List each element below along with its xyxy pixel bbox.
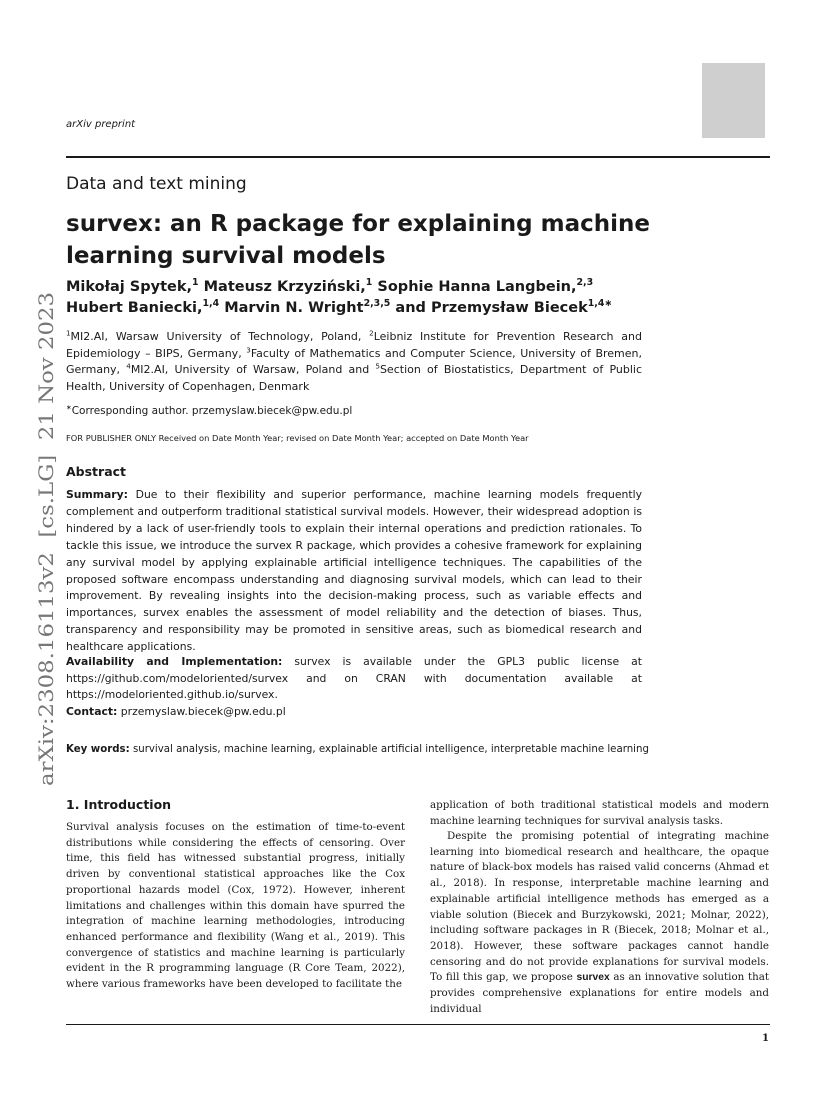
arxiv-sidebar <box>31 286 61 786</box>
author: and Przemysław Biecek$^{1,4∗}$ <box>395 298 613 316</box>
contact: Contact: przemyslaw.biecek@pw.edu.pl <box>66 705 286 718</box>
availability: Availability and Implementation: survex is available under the GPL3 public license at https://github.com/modeloriented/survex and on CRAN with documentation available at <box>66 655 642 685</box>
author: Mikołaj Spytek,$^1$ <box>66 277 199 295</box>
author: Marvin N. Wright$^{2,3,5}$ <box>224 298 391 316</box>
publisher-note: FOR PUBLISHER ONLY Received on Date Month Year; revised on Date Month Year; accepted on Date Month Year <box>66 433 529 443</box>
intro-left-column: Survival analysis focuses on the estimation of time-to-event distributions while considering the effects of censoring. Over time, this field has witnessed substantial progress, initially driven by conventional statistical approaches like the Cox proportional hazards model (Cox, 1972). However, inherent limitations and challenges within this domain have spurred the integration of machine learning methodologies, introducing enhanced performance and flexibility (Wang et al., 2019). This convergence of statistics and machine learning is particularly evident in the R programming language (R Core Team, 2022), where various frameworks have been developed to facilitate the <box>66 821 405 991</box>
abstract-summary: Summary: Due to their flexibility and superior performance, machine learning models frequently complement and outperform traditional statistical survival models. However, their widespread adoption is hindered by a lack of user-friendly tools to explain their internal operations and prediction rationales. To tackle this issue, we introduce the survex R package, which provides a cohesive framework for explaining any survival model by applying explainable artificial intelligence techniques. The capabilities of the proposed software encompass understanding and diagnosing survival models, which can lead to their improvement. By revealing insights into the decision-making process, such as variable effects and importances, survex enables the assessment of model reliability and the detection of biases. Thus, transparency and responsibility may be promoted in sensitive areas, such as biomedical research and healthcare applications. <box>66 488 642 654</box>
intro-right-paragraph-1: application of both traditional statistical models and modern machine learning techniques for survival analysis tasks. <box>430 799 769 827</box>
keywords: Key words: survival analysis, machine learning, explainable artificial intelligence, interpretable machine learning <box>66 744 649 755</box>
introduction-heading: 1. Introduction <box>66 797 172 812</box>
affiliations: $^1$MI2.AI, Warsaw University of Technology, Poland, $^2$Leibniz Institute for Prevention Research and Epidemiology – BIPS, Germany, $^3$Faculty of Mathematics and Computer Science, University of Bremen, Germany, $^4$MI2.AI, University of Warsaw, Poland and $^5$Section of Biostatistics, Department of Public Health, University of Copenhagen, Denmark <box>66 328 643 393</box>
intro-right-paragraph-2: Despite the promising potential of integrating machine learning into biomedical research and healthcare, the opaque nature of black-box models has raised valid concerns (Ahmad et al., 2018). In response, interpretable machine learning and explainable artificial intelligence methods has emerged as a viable solution (Biecek and Burzykowski, 2021; Molnar, 2022), including software packages in R (Biecek, 2018; Molnar et al., 2018). However, these software packages cannot handle censoring and do not provide explanations for survival models. To fill this gap, we propose survex as an innovative solution that provides comprehensive explanations for entire models and individual <box>430 830 769 1015</box>
author: Sophie Hanna Langbein,$^{2,3}$ <box>377 277 594 295</box>
author: Mateusz Krzyziński,$^1$ <box>203 277 373 295</box>
header-gray-box <box>702 63 765 138</box>
paper-title: survex: an R package for explaining machine learning survival models <box>66 211 650 269</box>
corresponding-author: ∗Corresponding author. przemyslaw.biecek@pw.edu.pl <box>66 403 353 417</box>
arxiv-id-stamp: arXiv:2308.16113v2 [cs.LG] 21 Nov 2023 <box>35 363 58 786</box>
bottom-rule <box>66 1024 770 1025</box>
author-list <box>66 277 706 319</box>
documentation-url[interactable]: https://modeloriented.github.io/survex. <box>66 688 278 701</box>
author: Hubert Baniecki,$^{1,4}$ <box>66 298 220 316</box>
page-number: 1 <box>762 1033 769 1044</box>
top-rule <box>66 156 770 158</box>
contact-email[interactable]: przemyslaw.biecek@pw.edu.pl <box>120 705 286 718</box>
preprint-label: arXiv preprint <box>66 119 136 130</box>
category-label: Data and text mining <box>66 174 247 194</box>
abstract-heading: Abstract <box>66 464 127 479</box>
